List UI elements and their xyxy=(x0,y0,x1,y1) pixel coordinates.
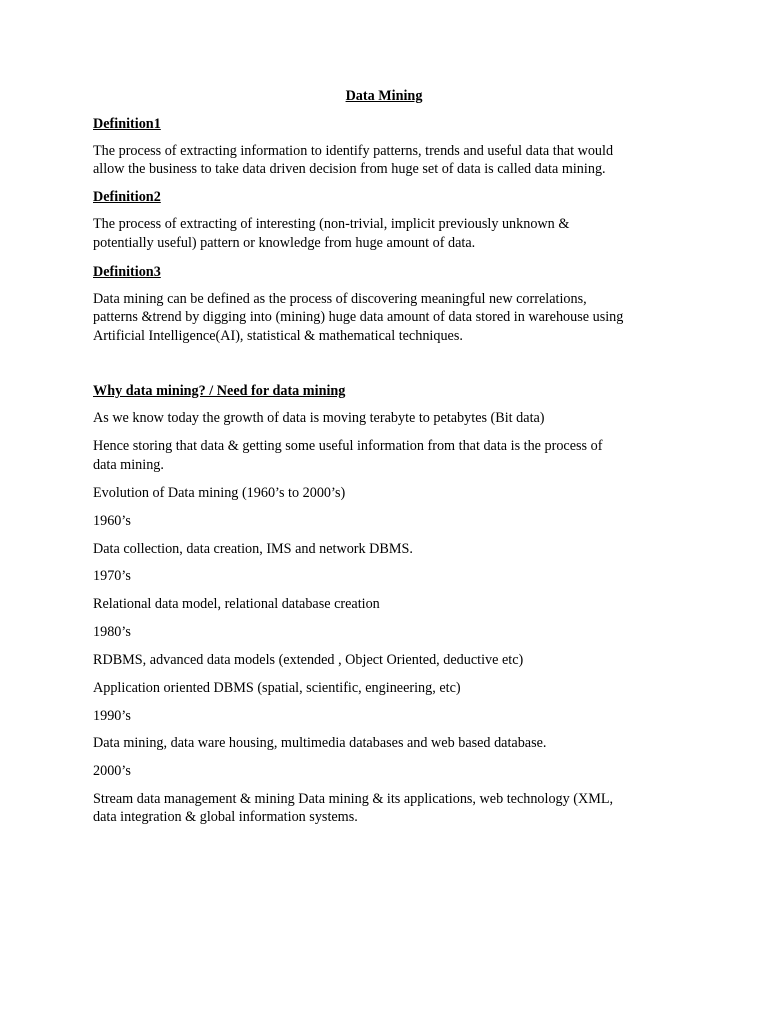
definition-3-line-1: Data mining can be defined as the process of discovering meaningful new correlations, xyxy=(93,291,587,307)
era-label: 1980’s xyxy=(93,624,131,640)
definition-2-line-2: potentially useful) pattern or knowledge from huge amount of data. xyxy=(93,235,476,251)
definition-1-heading: Definition1 xyxy=(93,116,161,132)
need-paragraph: Hence storing that data & getting some useful information from that data is the process of xyxy=(93,438,603,454)
era-description: Data mining, data ware housing, multimedia databases and web based database. xyxy=(93,735,547,751)
era-description: Data collection, data creation, IMS and network DBMS. xyxy=(93,541,413,557)
era-label: 1990’s xyxy=(93,708,131,724)
era-description: Stream data management & mining Data mining & its applications, web technology (XML, xyxy=(93,791,614,807)
era-description: RDBMS, advanced data models (extended , Object Oriented, deductive etc) xyxy=(93,652,524,668)
era-description: Relational data model, relational database creation xyxy=(93,596,380,612)
need-paragraph: As we know today the growth of data is moving terabyte to petabytes (Bit data) xyxy=(93,410,545,426)
need-heading: Why data mining? / Need for data mining xyxy=(93,383,346,399)
era-description: data integration & global information systems. xyxy=(93,809,358,825)
era-label: 1960’s xyxy=(93,513,131,529)
definition-3-heading: Definition3 xyxy=(93,264,161,280)
definition-3-line-3: Artificial Intelligence(AI), statistical & mathematical techniques. xyxy=(93,328,463,344)
evolution-heading: Evolution of Data mining (1960’s to 2000’s) xyxy=(93,485,346,501)
need-paragraph: data mining. xyxy=(93,457,164,473)
definition-1-line-1: The process of extracting information to identify patterns, trends and useful data that would xyxy=(93,143,614,159)
definition-1-line-2: allow the business to take data driven decision from huge set of data is called data mining. xyxy=(93,161,606,177)
definition-3-line-2: patterns &trend by digging into (mining) huge data amount of data stored in warehouse using xyxy=(93,309,624,325)
era-label: 2000’s xyxy=(93,763,131,779)
definition-2-line-1: The process of extracting of interesting (non-trivial, implicit previously unknown & xyxy=(93,216,570,232)
era-description: Application oriented DBMS (spatial, scientific, engineering, etc) xyxy=(93,680,461,696)
page-title: Data Mining xyxy=(345,88,423,104)
era-label: 1970’s xyxy=(93,568,131,584)
definition-2-heading: Definition2 xyxy=(93,189,161,205)
